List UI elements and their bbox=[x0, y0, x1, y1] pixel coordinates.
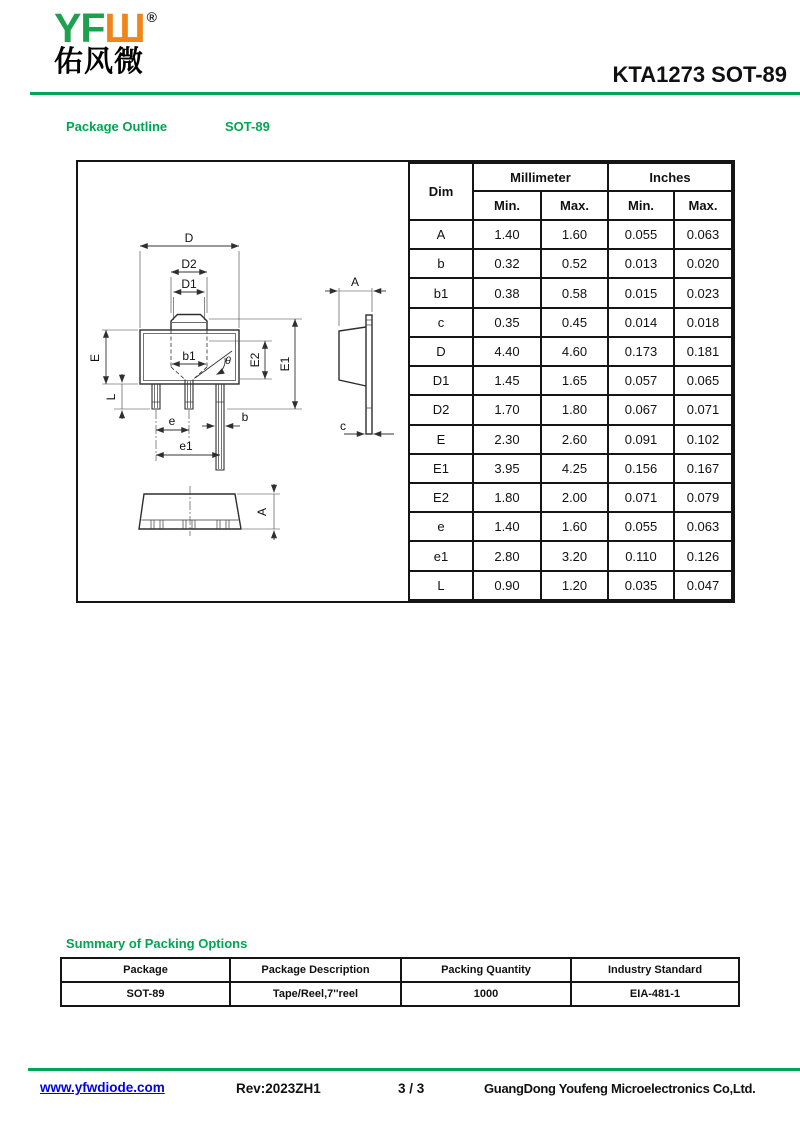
col-header-description: Package Description bbox=[230, 958, 401, 982]
revision-text: Rev:2023ZH1 bbox=[236, 1081, 321, 1096]
in-max: 0.018 bbox=[674, 308, 732, 337]
top-view bbox=[102, 246, 302, 470]
table-row bbox=[409, 395, 732, 424]
dim-name: D bbox=[409, 337, 473, 366]
dim-label-b: b bbox=[241, 410, 249, 424]
logo-chinese-text: 佑风微 bbox=[54, 46, 145, 78]
col-header-mm-min: Min. bbox=[473, 191, 541, 220]
dim-label-pitch-e: e bbox=[168, 414, 176, 428]
dim-name: e bbox=[409, 512, 473, 541]
dim-name: b bbox=[409, 249, 473, 278]
mm-min: 0.32 bbox=[473, 249, 541, 278]
package-type-label: SOT-89 bbox=[225, 119, 270, 134]
footer-divider-line bbox=[28, 1068, 800, 1071]
packing-quantity: 1000 bbox=[401, 982, 571, 1006]
dimension-lines bbox=[106, 246, 295, 455]
dim-name: L bbox=[409, 571, 473, 600]
table-row bbox=[61, 982, 739, 1006]
table-row bbox=[409, 366, 732, 395]
dim-name: D2 bbox=[409, 395, 473, 424]
col-header-in-max: Max. bbox=[674, 191, 732, 220]
in-min: 0.173 bbox=[608, 337, 674, 366]
col-header-millimeter: Millimeter bbox=[473, 163, 608, 191]
dim-label-c: c bbox=[340, 419, 346, 433]
dim-label-pitch-e1: e1 bbox=[179, 439, 193, 453]
mm-max: 0.52 bbox=[541, 249, 608, 278]
table-row bbox=[409, 249, 732, 278]
table-row bbox=[409, 454, 732, 483]
mm-min: 1.70 bbox=[473, 395, 541, 424]
mm-max: 0.45 bbox=[541, 308, 608, 337]
dim-label-a-end: A bbox=[255, 507, 269, 517]
mm-min: 2.80 bbox=[473, 541, 541, 570]
dim-name: A bbox=[409, 220, 473, 249]
side-profile-ticks bbox=[366, 320, 372, 408]
in-max: 0.063 bbox=[674, 220, 732, 249]
logo-text-yf: YF bbox=[54, 5, 105, 51]
col-header-quantity: Packing Quantity bbox=[401, 958, 571, 982]
table-row bbox=[409, 337, 732, 366]
table-row bbox=[409, 483, 732, 512]
mm-min: 2.30 bbox=[473, 425, 541, 454]
table-row bbox=[409, 541, 732, 570]
table-row bbox=[61, 958, 739, 982]
in-max: 0.126 bbox=[674, 541, 732, 570]
in-min: 0.110 bbox=[608, 541, 674, 570]
table-row bbox=[409, 220, 732, 249]
packing-standard: EIA-481-1 bbox=[571, 982, 739, 1006]
website-link[interactable]: www.yfwdiode.com bbox=[40, 1080, 165, 1095]
logo-u-icon: Ш bbox=[104, 5, 145, 51]
dimension-table bbox=[408, 162, 733, 601]
dim-label-l: L bbox=[104, 393, 118, 401]
in-min: 0.055 bbox=[608, 512, 674, 541]
mm-min: 4.40 bbox=[473, 337, 541, 366]
in-max: 0.071 bbox=[674, 395, 732, 424]
dim-label-e1-span: E1 bbox=[278, 356, 292, 372]
col-header-in-min: Min. bbox=[608, 191, 674, 220]
in-max: 0.065 bbox=[674, 366, 732, 395]
in-min: 0.015 bbox=[608, 278, 674, 307]
dim-label-theta: θ bbox=[225, 355, 231, 367]
dim-name: b1 bbox=[409, 278, 473, 307]
dim-name: c bbox=[409, 308, 473, 337]
in-min: 0.071 bbox=[608, 483, 674, 512]
mm-max: 4.60 bbox=[541, 337, 608, 366]
col-header-inches: Inches bbox=[608, 163, 732, 191]
in-min: 0.035 bbox=[608, 571, 674, 600]
dim-name: e1 bbox=[409, 541, 473, 570]
mm-min: 0.38 bbox=[473, 278, 541, 307]
dimension-table-wrap bbox=[408, 162, 733, 601]
mm-min: 1.40 bbox=[473, 512, 541, 541]
packing-heading: Summary of Packing Options bbox=[66, 936, 248, 951]
dim-name: E2 bbox=[409, 483, 473, 512]
mm-max: 0.58 bbox=[541, 278, 608, 307]
in-min: 0.156 bbox=[608, 454, 674, 483]
page-number: 3 / 3 bbox=[398, 1081, 425, 1096]
col-header-mm-max: Max. bbox=[541, 191, 608, 220]
in-min: 0.067 bbox=[608, 395, 674, 424]
mm-max: 1.65 bbox=[541, 366, 608, 395]
in-max: 0.023 bbox=[674, 278, 732, 307]
mm-min: 1.80 bbox=[473, 483, 541, 512]
in-max: 0.167 bbox=[674, 454, 732, 483]
table-row bbox=[409, 278, 732, 307]
registered-trademark-icon: ® bbox=[146, 9, 157, 25]
in-max: 0.020 bbox=[674, 249, 732, 278]
dim-label-d: D bbox=[184, 231, 194, 245]
theta-arc-arrow bbox=[217, 358, 226, 375]
mm-max: 1.60 bbox=[541, 512, 608, 541]
dim-label-d1: D1 bbox=[181, 277, 197, 291]
packing-package: SOT-89 bbox=[61, 982, 230, 1006]
in-max: 0.047 bbox=[674, 571, 732, 600]
package-outline-box bbox=[76, 160, 735, 603]
in-min: 0.055 bbox=[608, 220, 674, 249]
dim-label-e2: E2 bbox=[248, 352, 262, 368]
mm-max: 3.20 bbox=[541, 541, 608, 570]
header-divider-line bbox=[30, 92, 800, 95]
dim-name: E bbox=[409, 425, 473, 454]
in-min: 0.014 bbox=[608, 308, 674, 337]
lead-inner-lines bbox=[152, 381, 224, 469]
leads bbox=[152, 380, 224, 471]
logo-wordmark bbox=[54, 5, 157, 51]
side-profile-outline bbox=[339, 315, 372, 434]
side-dimension-arrows bbox=[325, 291, 394, 434]
mm-min: 0.35 bbox=[473, 308, 541, 337]
mm-max: 2.00 bbox=[541, 483, 608, 512]
packing-description: Tape/Reel,7''reel bbox=[230, 982, 401, 1006]
in-max: 0.079 bbox=[674, 483, 732, 512]
dim-label-a-side: A bbox=[350, 275, 360, 289]
dim-label-b1: b1 bbox=[182, 349, 196, 363]
company-name: GuangDong Youfeng Microelectronics Co,Ltd. bbox=[484, 1081, 756, 1096]
mm-min: 1.45 bbox=[473, 366, 541, 395]
table-row bbox=[409, 571, 732, 600]
mm-max: 1.80 bbox=[541, 395, 608, 424]
mm-min: 0.90 bbox=[473, 571, 541, 600]
mm-max: 2.60 bbox=[541, 425, 608, 454]
in-max: 0.102 bbox=[674, 425, 732, 454]
dim-name: E1 bbox=[409, 454, 473, 483]
in-min: 0.091 bbox=[608, 425, 674, 454]
document-title: KTA1273 SOT-89 bbox=[612, 62, 787, 87]
col-header-package: Package bbox=[61, 958, 230, 982]
dim-label-e-body: E bbox=[88, 353, 102, 363]
col-header-standard: Industry Standard bbox=[571, 958, 739, 982]
dim-name: D1 bbox=[409, 366, 473, 395]
col-header-dim: Dim bbox=[409, 163, 473, 220]
table-row bbox=[409, 308, 732, 337]
table-row bbox=[409, 512, 732, 541]
dim-label-d2: D2 bbox=[181, 257, 197, 271]
packing-table bbox=[60, 957, 740, 1007]
mm-max: 1.60 bbox=[541, 220, 608, 249]
in-min: 0.013 bbox=[608, 249, 674, 278]
in-max: 0.063 bbox=[674, 512, 732, 541]
mm-max: 1.20 bbox=[541, 571, 608, 600]
table-row bbox=[409, 425, 732, 454]
company-logo bbox=[54, 5, 157, 78]
in-max: 0.181 bbox=[674, 337, 732, 366]
mm-max: 4.25 bbox=[541, 454, 608, 483]
mm-min: 1.40 bbox=[473, 220, 541, 249]
in-min: 0.057 bbox=[608, 366, 674, 395]
package-outline-drawing bbox=[78, 162, 408, 601]
side-view bbox=[325, 288, 394, 434]
package-outline-label: Package Outline bbox=[66, 119, 168, 134]
mm-min: 3.95 bbox=[473, 454, 541, 483]
